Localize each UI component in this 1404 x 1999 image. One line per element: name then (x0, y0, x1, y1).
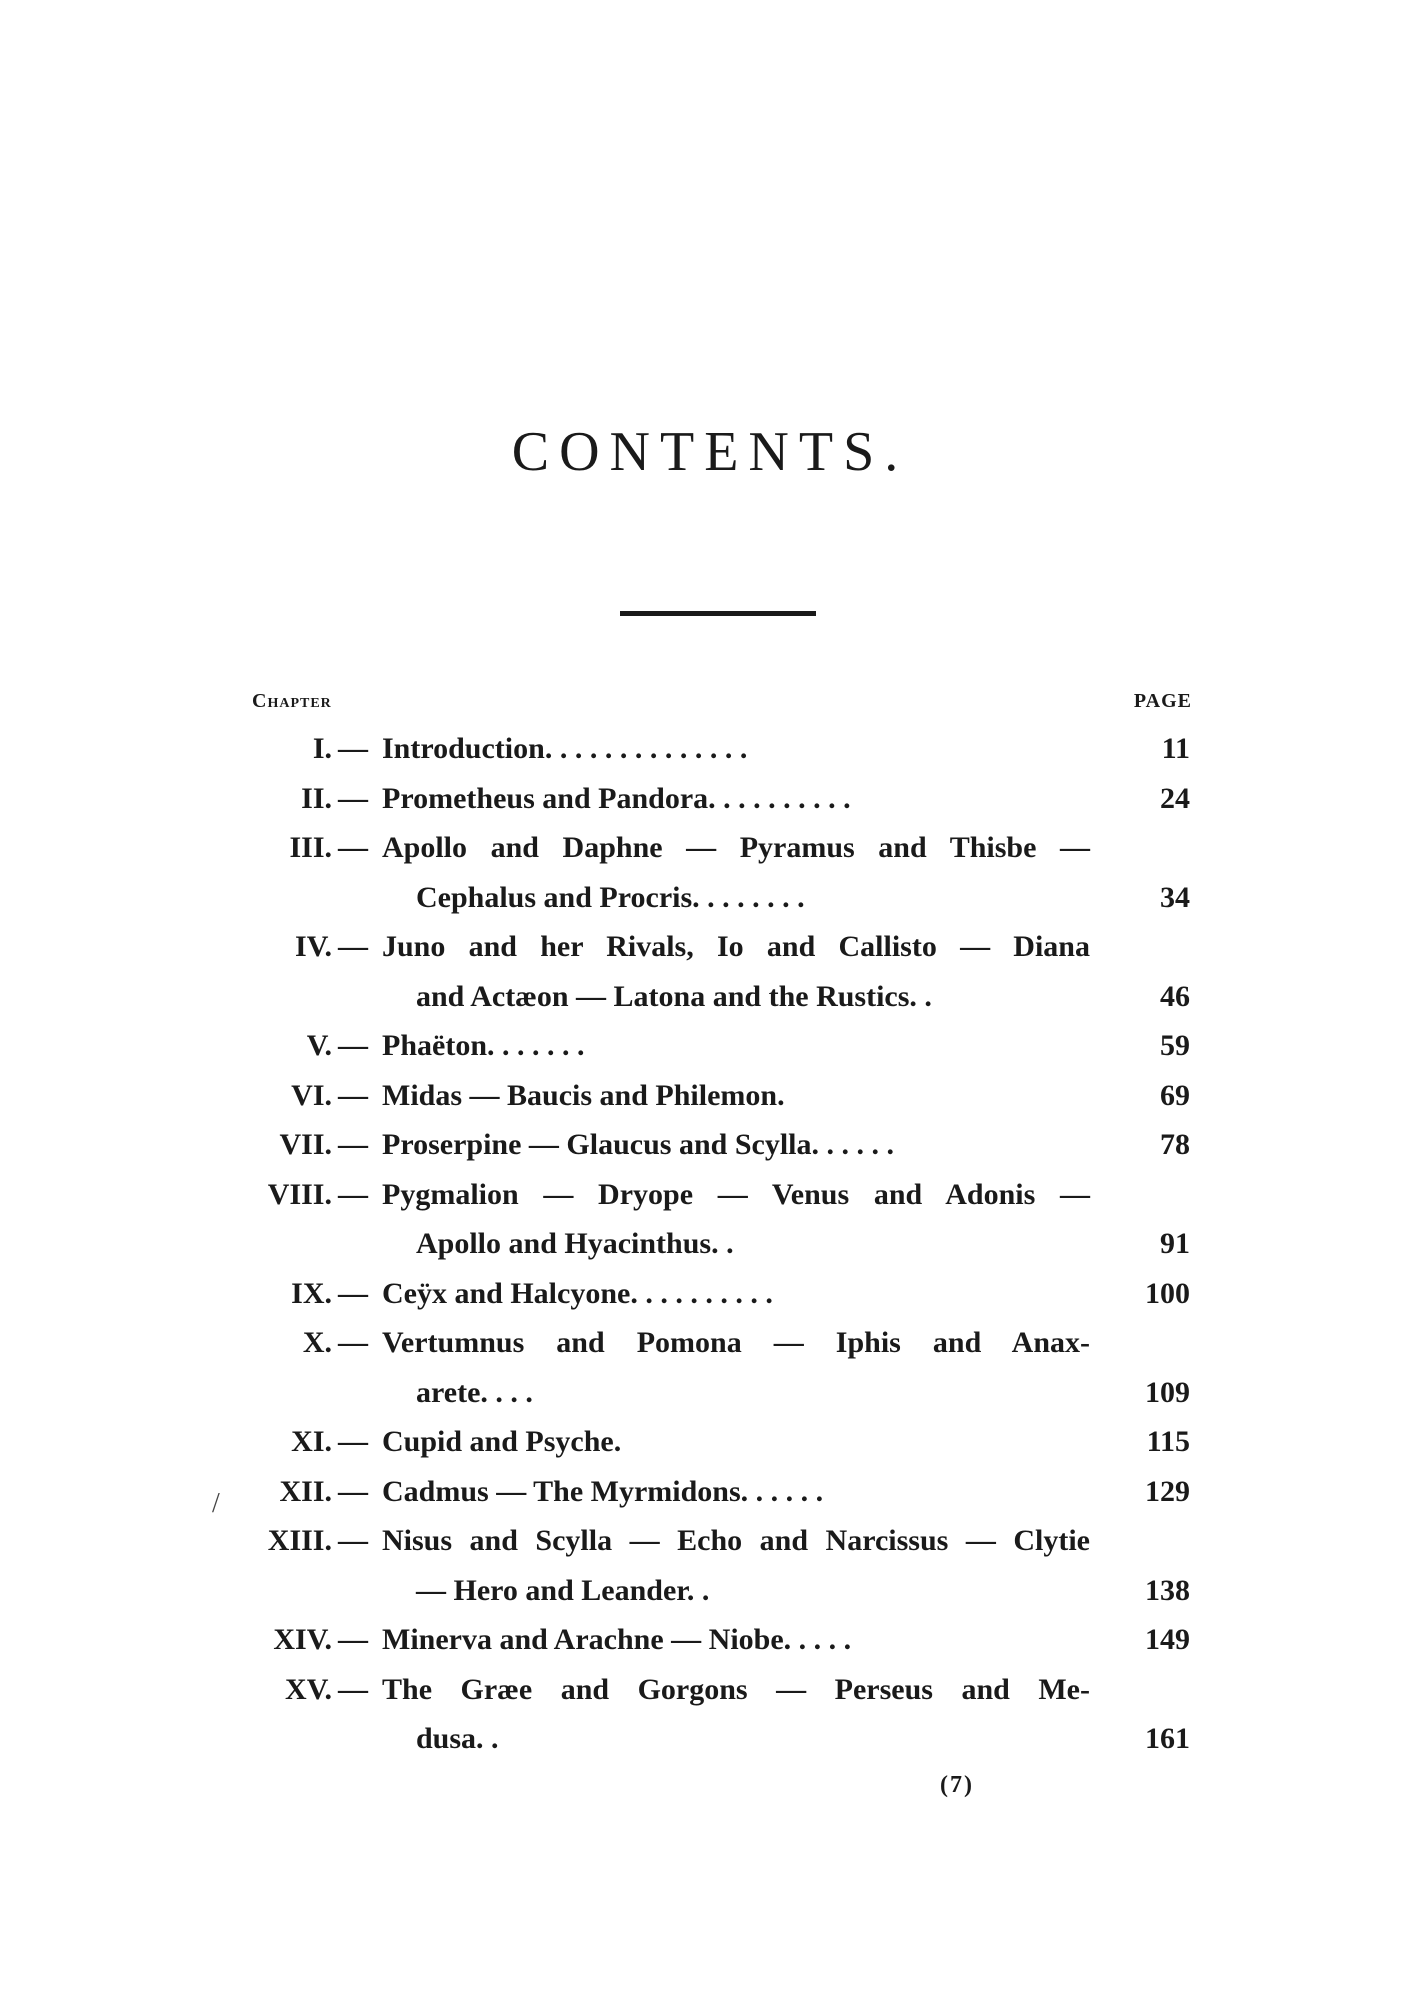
page-number: 149 (1145, 1623, 1190, 1656)
toc-entry-line (0, 1673, 1404, 1713)
chapter-title-text: Ceÿx and Halcyone. . . . . . . . . . (382, 1276, 773, 1310)
toc-entry-line (0, 1029, 1404, 1069)
chapter-numeral: VIII. (267, 1177, 332, 1211)
toc-entry-line (0, 1079, 1404, 1119)
chapter-title-text: Nisus and Scylla — Echo and Narcissus — Clytie (382, 1524, 1090, 1557)
chapter-title-text: Juno and her Rivals, Io and Callisto — Diana (382, 930, 1090, 963)
page-number: 59 (1160, 1029, 1190, 1062)
toc-entry-continuation (0, 980, 1404, 1020)
chapter-title-text: Pygmalion — Dryope — Venus and Adonis — (382, 1177, 1090, 1211)
folio-page-number: (7) (940, 1772, 974, 1798)
page-number: 69 (1160, 1078, 1190, 1112)
toc-entry-line (0, 1524, 1404, 1564)
chapter-column-label: Chapter (252, 690, 332, 712)
chapter-title-text: Minerva and Arachne — Niobe. . . . . (382, 1623, 852, 1656)
chapter-title-text: Introduction. . . . . . . . . . . . . . (382, 732, 748, 765)
chapter-dash: — (338, 1425, 368, 1458)
chapter-dash: — (338, 1623, 368, 1656)
page-number: 34 (1160, 880, 1190, 914)
chapter-dash: — (338, 1177, 368, 1211)
chapter-title-text: Midas — Baucis and Philemon. (382, 1078, 785, 1112)
chapter-title-text: dusa. . (416, 1722, 499, 1755)
toc-entry-line (0, 1425, 1404, 1465)
chapter-title-text: Prometheus and Pandora. . . . . . . . . . (382, 781, 851, 815)
page-number: 161 (1145, 1722, 1190, 1755)
chapter-numeral: I. (312, 732, 332, 765)
chapter-dash: — (338, 781, 368, 815)
chapter-dash: — (338, 831, 368, 864)
chapter-title-text: Apollo and Daphne — Pyramus and Thisbe — (382, 831, 1090, 864)
chapter-dash: — (338, 1474, 368, 1508)
toc-header (252, 690, 1192, 720)
chapter-numeral: XIII. (267, 1524, 332, 1557)
chapter-numeral: XII. (279, 1474, 332, 1508)
chapter-title-text: and Actæon — Latona and the Rustics. . (416, 979, 932, 1013)
page-title: CONTENTS. (511, 421, 909, 483)
chapter-numeral: VII. (279, 1128, 332, 1161)
chapter-title-text: Phaëton. . . . . . . (382, 1029, 585, 1062)
toc-entry-line (0, 1623, 1404, 1663)
page-number: 100 (1145, 1276, 1190, 1310)
chapter-title-text: Cupid and Psyche. (382, 1425, 622, 1458)
toc-entry-line (0, 782, 1404, 822)
chapter-numeral: II. (301, 781, 332, 815)
chapter-title-text: Cadmus — The Myrmidons. . . . . . (382, 1474, 824, 1508)
chapter-numeral: X. (302, 1326, 332, 1359)
page-number: 109 (1145, 1375, 1190, 1409)
toc-entry-continuation (0, 1376, 1404, 1416)
chapter-numeral: IV. (295, 930, 332, 963)
page-number: 78 (1160, 1128, 1190, 1161)
toc-entry-continuation (0, 1227, 1404, 1267)
chapter-dash: — (338, 1524, 368, 1557)
page-number: 46 (1160, 979, 1190, 1013)
chapter-title-text: arete. . . . (416, 1375, 533, 1409)
chapter-dash: — (338, 1326, 368, 1359)
title-rule (620, 611, 816, 616)
page-column-label: PAGE (1133, 690, 1192, 712)
toc-entry-line (0, 1178, 1404, 1218)
chapter-numeral: V. (306, 1029, 332, 1062)
page-number: 24 (1160, 781, 1190, 815)
chapter-numeral: VI. (291, 1078, 332, 1112)
toc-entry-continuation (0, 881, 1404, 921)
chapter-numeral: XIV. (273, 1623, 332, 1656)
chapter-title-text: Vertumnus and Pomona — Iphis and Anax- (382, 1326, 1090, 1359)
chapter-numeral: XI. (291, 1425, 332, 1458)
chapter-dash: — (338, 1276, 368, 1310)
chapter-title-text: Apollo and Hyacinthus. . (416, 1227, 734, 1260)
chapter-dash: — (338, 930, 368, 963)
toc-entry-line (0, 831, 1404, 871)
toc-entry-continuation (0, 1722, 1404, 1762)
toc-entry-line (0, 1326, 1404, 1366)
toc-entry-line (0, 930, 1404, 970)
chapter-title-text: The Græe and Gorgons — Perseus and Me- (382, 1672, 1090, 1706)
chapter-dash: — (338, 732, 368, 765)
toc-entry-line (0, 732, 1404, 772)
margin-mark: / (212, 1488, 220, 1519)
chapter-dash: — (338, 1672, 368, 1706)
chapter-numeral: III. (289, 831, 332, 864)
page-number: 11 (1161, 732, 1190, 765)
chapter-title-text: Cephalus and Procris. . . . . . . . (416, 880, 805, 914)
chapter-dash: — (338, 1078, 368, 1112)
page-number: 115 (1146, 1425, 1190, 1458)
toc-entry-line (0, 1128, 1404, 1168)
page-number: 129 (1145, 1474, 1190, 1508)
chapter-dash: — (338, 1029, 368, 1062)
chapter-title-text: — Hero and Leander. . (416, 1573, 710, 1607)
chapter-title-text: Proserpine — Glaucus and Scylla. . . . . . (382, 1128, 894, 1161)
chapter-dash: — (338, 1128, 368, 1161)
chapter-numeral: IX. (291, 1276, 332, 1310)
chapter-numeral: XV. (285, 1672, 332, 1706)
page-number: 138 (1145, 1573, 1190, 1607)
page-number: 91 (1160, 1227, 1190, 1260)
toc-entry-line (0, 1475, 1404, 1515)
toc-entry-continuation (0, 1574, 1404, 1614)
toc-entry-line (0, 1277, 1404, 1317)
